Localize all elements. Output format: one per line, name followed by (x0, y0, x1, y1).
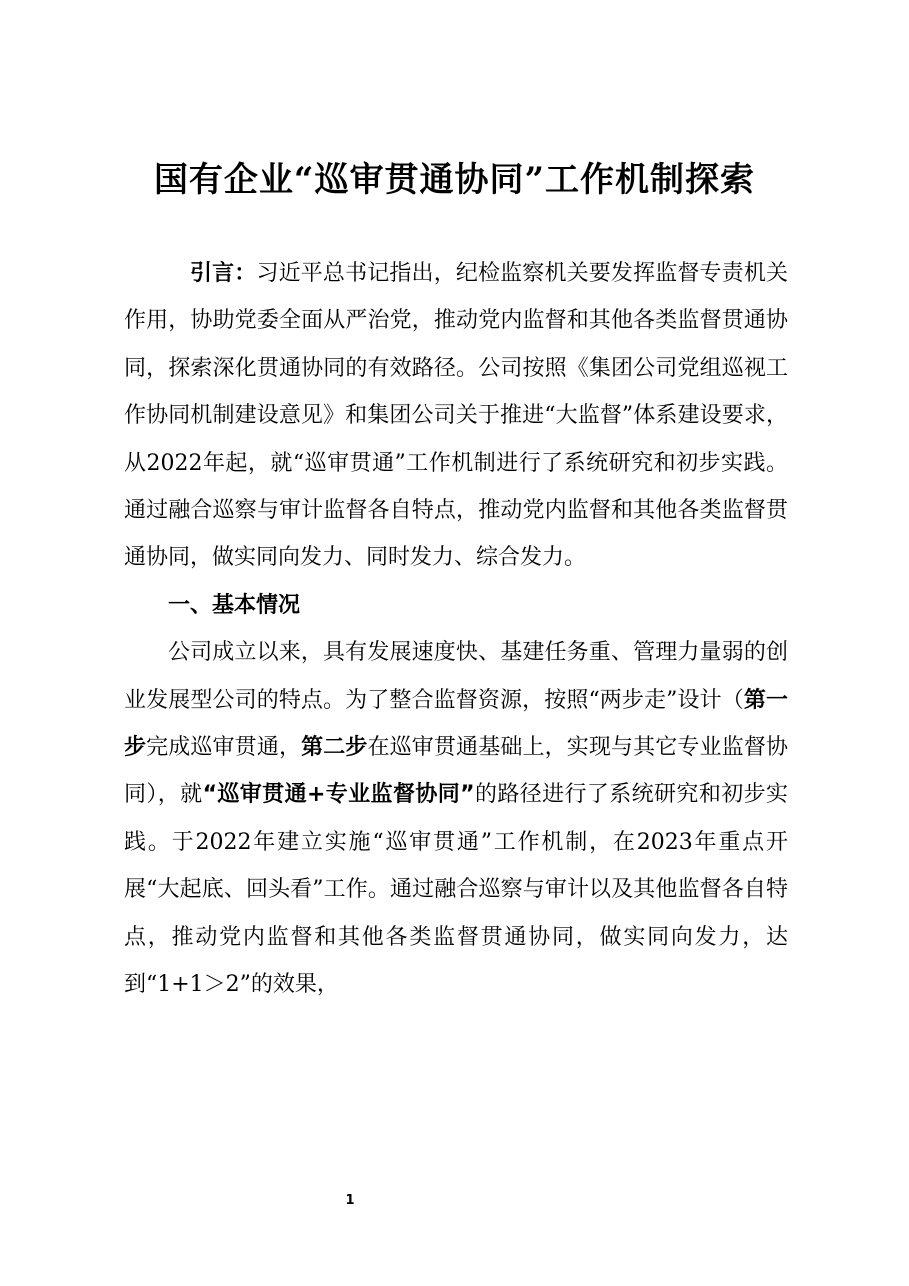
section-text-2: 完成巡审贯通， (146, 735, 302, 761)
page-number: 1 (345, 1193, 355, 1208)
intro-paragraph (124, 250, 788, 582)
section-bold-1: 第一步 (124, 687, 788, 761)
section-paragraph (124, 629, 788, 1008)
section-bold-3: “巡审贯通+专业监督协同” (202, 782, 475, 808)
intro-text: 习近平总书记指出，纪检监察机关要发挥监督专责机关作用，协助党委全面从严治党，推动党内监督和其他各类监督贯通协同，探索深化贯通协同的有效路径。公司按照《集团公司党组巡视工作协同机制建设意见》和集团公司关于推进“大监督”体系建设要求，从2022年起，就“巡审贯通”工作机制进行了系统研究和初步实践。通过融合巡察与审计监督各自特点，推动党内监督和其他各类监督贯通协同，做实同向发力、同时发力、综合发力。 (124, 261, 789, 571)
section-bold-2: 第二步 (301, 735, 368, 761)
intro-label: 引言： (190, 261, 257, 286)
section-text-4: 的路径进行了系统研究和初步实践。于2022年建立实施“巡审贯通”工作机制，在2023年重点开展“大起底、回头看”工作。通过融合巡察与审计以及其他监督各自特点，推动党内监督和其他各类监督贯通协同，做实同向发力，达到“1+1＞2”的效果， (124, 782, 788, 998)
section-heading: 一、基本情况 (168, 592, 301, 618)
document-title: 国有企业“巡审贯通协同”工作机制探索 (153, 160, 756, 200)
section-text-3: 在巡审贯通基础上，实现与其它专业监督协同），就 (124, 735, 788, 808)
section-text-1: 公司成立以来，具有发展速度快、基建任务重、管理力量弱的创业发展型公司的特点。为了整合监督资源，按照“两步走”设计（ (124, 640, 788, 713)
document-body (124, 250, 788, 1009)
